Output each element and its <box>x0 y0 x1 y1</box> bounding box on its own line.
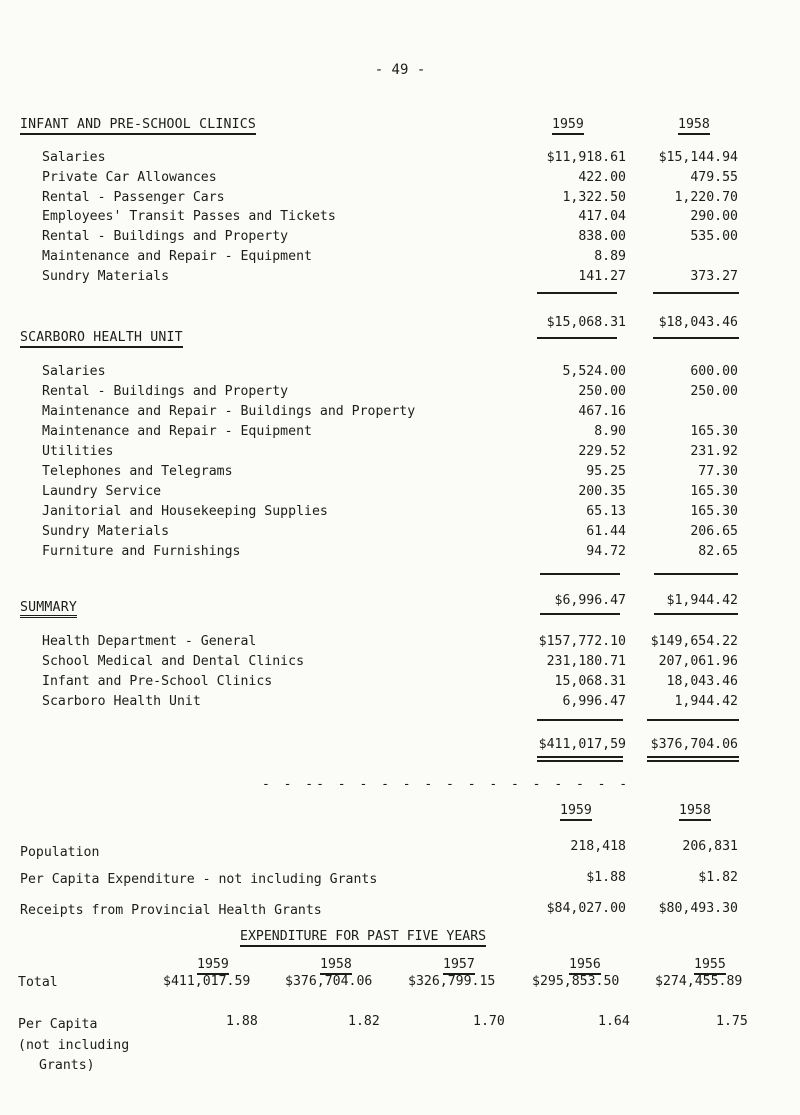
year-header: 1955 <box>694 957 726 972</box>
table-cell-1959: 95.25 <box>586 464 626 479</box>
table-cell-1959: 838.00 <box>578 229 626 244</box>
table-cell-1959: $157,772.10 <box>538 634 626 649</box>
total-rule <box>540 613 620 615</box>
double-rule <box>647 756 739 758</box>
table-cell-1958: 207,061.96 <box>658 654 738 669</box>
table-cell-1958: 165.30 <box>690 504 738 519</box>
infant-total-1959: $15,068.31 <box>546 315 626 330</box>
table-row-label: Janitorial and Housekeeping Supplies <box>42 504 328 519</box>
table-row-label: Employees' Transit Passes and Tickets <box>42 209 336 224</box>
per-capita-label-line3: Grants) <box>39 1058 95 1073</box>
table-row-label: Infant and Pre-School Clinics <box>42 674 273 689</box>
year-header: 1956 <box>569 957 601 972</box>
double-rule <box>537 760 623 762</box>
scarboro-section-title: SCARBORO HEALTH UNIT <box>20 330 183 345</box>
table-row-label: School Medical and Dental Clinics <box>42 654 305 669</box>
table-cell-1958: 206.65 <box>690 524 738 539</box>
table-cell-1958: 231.92 <box>690 444 738 459</box>
stats-col-1958: 1958 <box>679 803 711 818</box>
scarboro-total-1958: $1,944.42 <box>666 593 738 608</box>
double-rule <box>537 756 623 758</box>
table-cell-1959: 65.13 <box>586 504 626 519</box>
table-cell-1959: 61.44 <box>586 524 626 539</box>
table-cell-1958: 82.65 <box>698 544 738 559</box>
table-row-label: Rental - Buildings and Property <box>42 384 289 399</box>
five-year-total: $376,704.06 <box>285 974 373 989</box>
scarboro-total-1959: $6,996.47 <box>554 593 626 608</box>
table-row-label: Telephones and Telegrams <box>42 464 233 479</box>
year-header: 1958 <box>320 957 352 972</box>
table-cell-1959: 8.89 <box>594 249 626 264</box>
five-year-per-capita: 1.88 <box>226 1014 258 1029</box>
table-row-label: Furniture and Furnishings <box>42 544 241 559</box>
table-cell-1958: 165.30 <box>690 484 738 499</box>
five-year-per-capita: 1.64 <box>598 1014 630 1029</box>
total-rule <box>540 573 620 575</box>
table-cell-1959: 417.04 <box>578 209 626 224</box>
table-cell-1959: 250.00 <box>578 384 626 399</box>
table-cell-1959: 231,180.71 <box>546 654 626 669</box>
infant-col-1958: 1958 <box>678 117 710 132</box>
total-rule <box>647 719 739 721</box>
table-cell-1958: 1,220.70 <box>674 190 738 205</box>
grants-label: Receipts from Provincial Health Grants <box>20 903 322 918</box>
summary-section-title: SUMMARY <box>20 600 77 615</box>
population-1958: 206,831 <box>682 839 738 854</box>
table-cell-1958: 1,944.42 <box>674 694 738 709</box>
page-number: - 49 - <box>374 62 426 78</box>
five-year-total: $274,455.89 <box>655 974 743 989</box>
table-cell-1959: 94.72 <box>586 544 626 559</box>
table-cell-1958: 600.00 <box>690 364 738 379</box>
table-cell-1958: 18,043.46 <box>666 674 738 689</box>
table-row-label: Salaries <box>42 364 106 379</box>
dashed-separator: - - -- - - - - - - - - - - - - - - <box>262 777 631 792</box>
table-row-label: Health Department - General <box>42 634 257 649</box>
table-row-label: Rental - Passenger Cars <box>42 190 225 205</box>
table-row-label: Sundry Materials <box>42 269 170 284</box>
table-cell-1959: 467.16 <box>578 404 626 419</box>
table-cell-1959: 141.27 <box>578 269 626 284</box>
table-cell-1959: 8.90 <box>594 424 626 439</box>
total-rule <box>654 613 738 615</box>
total-rule <box>653 292 739 294</box>
five-year-total: $411,017.59 <box>163 974 251 989</box>
table-cell-1958: 165.30 <box>690 424 738 439</box>
table-cell-1959: 200.35 <box>578 484 626 499</box>
per-capita-1959: $1.88 <box>586 870 626 885</box>
summary-total-1958: $376,704.06 <box>650 737 738 752</box>
year-header: 1957 <box>443 957 475 972</box>
table-cell-1959: 5,524.00 <box>562 364 626 379</box>
per-capita-label-line2: (not including <box>18 1038 130 1053</box>
per-capita-label: Per Capita Expenditure - not including Grants <box>20 872 378 887</box>
table-cell-1958: $15,144.94 <box>658 150 738 165</box>
total-rule <box>537 292 617 294</box>
population-1959: 218,418 <box>570 839 626 854</box>
table-cell-1959: 229.52 <box>578 444 626 459</box>
table-cell-1958: 535.00 <box>690 229 738 244</box>
five-years-title: EXPENDITURE FOR PAST FIVE YEARS <box>240 929 486 944</box>
table-cell-1958: 77.30 <box>698 464 738 479</box>
summary-total-1959: $411,017,59 <box>538 737 626 752</box>
table-cell-1958: $149,654.22 <box>650 634 738 649</box>
five-year-per-capita: 1.82 <box>348 1014 380 1029</box>
table-row-label: Scarboro Health Unit <box>42 694 201 709</box>
table-row-label: Utilities <box>42 444 114 459</box>
table-row-label: Maintenance and Repair - Buildings and Property <box>42 404 416 419</box>
total-rule <box>537 337 617 339</box>
table-cell-1958: 250.00 <box>690 384 738 399</box>
double-rule <box>647 760 739 762</box>
table-row-label: Maintenance and Repair - Equipment <box>42 424 312 439</box>
table-cell-1959: 1,322.50 <box>562 190 626 205</box>
table-cell-1958: 373.27 <box>690 269 738 284</box>
table-cell-1958: 479.55 <box>690 170 738 185</box>
table-row-label: Private Car Allowances <box>42 170 217 185</box>
five-year-total-label: Total <box>18 975 58 990</box>
five-year-total: $326,799.15 <box>408 974 496 989</box>
table-cell-1959: 422.00 <box>578 170 626 185</box>
total-rule <box>653 337 739 339</box>
table-cell-1959: 15,068.31 <box>554 674 626 689</box>
five-year-per-capita: 1.75 <box>716 1014 748 1029</box>
table-row-label: Sundry Materials <box>42 524 170 539</box>
table-row-label: Maintenance and Repair - Equipment <box>42 249 312 264</box>
table-cell-1959: 6,996.47 <box>562 694 626 709</box>
total-rule <box>654 573 738 575</box>
table-row-label: Laundry Service <box>42 484 162 499</box>
table-row-label: Rental - Buildings and Property <box>42 229 289 244</box>
grants-1959: $84,027.00 <box>546 901 626 916</box>
per-capita-1958: $1.82 <box>698 870 738 885</box>
infant-section-title: INFANT AND PRE-SCHOOL CLINICS <box>20 117 256 132</box>
year-header: 1959 <box>197 957 229 972</box>
total-rule <box>537 719 623 721</box>
table-row-label: Salaries <box>42 150 106 165</box>
infant-col-1959: 1959 <box>552 117 584 132</box>
population-label: Population <box>20 845 100 860</box>
table-cell-1958: 290.00 <box>690 209 738 224</box>
five-year-per-capita: 1.70 <box>473 1014 505 1029</box>
per-capita-label-line1: Per Capita <box>18 1017 98 1032</box>
grants-1958: $80,493.30 <box>658 901 738 916</box>
stats-col-1959: 1959 <box>560 803 592 818</box>
five-year-total: $295,853.50 <box>532 974 620 989</box>
table-cell-1959: $11,918.61 <box>546 150 626 165</box>
infant-total-1958: $18,043.46 <box>658 315 738 330</box>
